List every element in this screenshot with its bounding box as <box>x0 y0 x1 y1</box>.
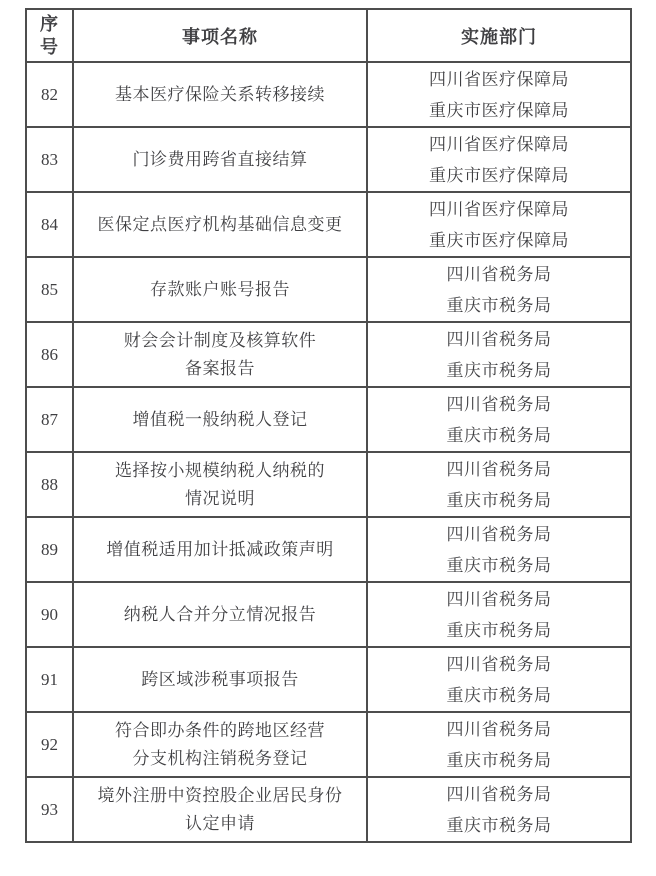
department-cell <box>367 387 631 452</box>
row-number-cell <box>26 192 73 257</box>
item-name-cell <box>73 777 367 842</box>
row-number: 89 <box>41 539 58 559</box>
item-name-line: 财会会计制度及核算软件 <box>123 330 317 350</box>
item-name-cell <box>73 647 367 712</box>
item-name-cell <box>73 62 367 127</box>
column-header-item-name: 事项名称 <box>73 9 367 62</box>
department-cell <box>367 647 631 712</box>
item-name-line: 选择按小规模纳税人纳税的 <box>115 460 325 480</box>
department-line: 重庆市税务局 <box>446 685 552 705</box>
table-row <box>26 387 631 452</box>
department-line: 四川省医疗保障局 <box>429 134 569 154</box>
department-line: 四川省税务局 <box>446 589 552 609</box>
item-name-line: 医保定点医疗机构基础信息变更 <box>97 214 343 234</box>
table-row <box>26 712 631 777</box>
table-row <box>26 192 631 257</box>
department-cell <box>367 322 631 387</box>
item-name-cell <box>73 257 367 322</box>
item-name-line: 纳税人合并分立情况报告 <box>123 604 317 624</box>
department-cell <box>367 712 631 777</box>
item-name-cell <box>73 387 367 452</box>
department-cell <box>367 257 631 322</box>
table-row <box>26 127 631 192</box>
department-line: 四川省税务局 <box>446 719 552 739</box>
department-line: 四川省税务局 <box>446 784 552 804</box>
department-cell <box>367 452 631 517</box>
table-row <box>26 517 631 582</box>
table-row <box>26 777 631 842</box>
department-line: 四川省税务局 <box>446 654 552 674</box>
item-name-cell <box>73 192 367 257</box>
row-number: 87 <box>41 409 58 429</box>
row-number: 92 <box>41 734 58 754</box>
table-row <box>26 322 631 387</box>
department-line: 重庆市医疗保障局 <box>429 230 569 250</box>
department-line: 重庆市医疗保障局 <box>429 165 569 185</box>
row-number-cell <box>26 517 73 582</box>
item-name-line: 境外注册中资控股企业居民身份 <box>97 785 343 805</box>
item-name-line: 认定申请 <box>185 813 255 833</box>
item-name-line: 分支机构注销税务登记 <box>132 748 308 768</box>
table-body <box>26 62 631 842</box>
department-cell <box>367 62 631 127</box>
item-name-cell <box>73 452 367 517</box>
row-number: 88 <box>41 474 58 494</box>
item-name-cell <box>73 582 367 647</box>
column-header-number <box>26 9 73 62</box>
department-line: 重庆市税务局 <box>446 295 552 315</box>
department-line: 重庆市税务局 <box>446 360 552 380</box>
item-name-line: 情况说明 <box>185 488 255 508</box>
department-line: 重庆市税务局 <box>446 750 552 770</box>
item-name-cell <box>73 712 367 777</box>
department-line: 四川省医疗保障局 <box>429 199 569 219</box>
row-number-cell <box>26 582 73 647</box>
row-number: 90 <box>41 604 58 624</box>
row-number: 82 <box>41 84 58 104</box>
row-number-cell <box>26 777 73 842</box>
department-cell <box>367 517 631 582</box>
item-name-line: 存款账户账号报告 <box>150 279 290 299</box>
item-name-cell <box>73 127 367 192</box>
row-number: 91 <box>41 669 58 689</box>
row-number-cell <box>26 127 73 192</box>
row-number-cell <box>26 647 73 712</box>
row-number: 85 <box>41 279 58 299</box>
item-name-line: 门诊费用跨省直接结算 <box>132 149 308 169</box>
department-cell <box>367 127 631 192</box>
department-line: 重庆市医疗保障局 <box>429 100 569 120</box>
department-line: 四川省税务局 <box>446 524 552 544</box>
item-name-line: 基本医疗保险关系转移接续 <box>115 84 325 104</box>
table-row <box>26 582 631 647</box>
department-line: 四川省税务局 <box>446 459 552 479</box>
department-line: 四川省税务局 <box>446 264 552 284</box>
department-line: 四川省医疗保障局 <box>429 69 569 89</box>
department-line: 重庆市税务局 <box>446 490 552 510</box>
column-header-department: 实施部门 <box>367 9 631 62</box>
item-name-cell <box>73 322 367 387</box>
item-name-line: 符合即办条件的跨地区经营 <box>115 720 325 740</box>
row-number-cell <box>26 257 73 322</box>
table-row <box>26 257 631 322</box>
row-number-cell <box>26 452 73 517</box>
department-line: 重庆市税务局 <box>446 555 552 575</box>
row-number: 84 <box>41 214 58 234</box>
department-line: 四川省税务局 <box>446 394 552 414</box>
item-name-line: 增值税适用加计抵减政策声明 <box>106 539 334 559</box>
row-number: 93 <box>41 799 58 819</box>
header-row <box>26 9 631 62</box>
row-number-cell <box>26 387 73 452</box>
table-row <box>26 62 631 127</box>
table-row <box>26 647 631 712</box>
department-line: 重庆市税务局 <box>446 425 552 445</box>
item-name-cell <box>73 517 367 582</box>
items-table <box>25 8 632 843</box>
item-name-line: 跨区域涉税事项报告 <box>141 669 299 689</box>
column-header-number-line1: 序 <box>40 13 59 34</box>
row-number: 83 <box>41 149 58 169</box>
column-header-number-line2: 号 <box>40 36 59 57</box>
department-cell <box>367 192 631 257</box>
department-cell <box>367 777 631 842</box>
row-number-cell <box>26 712 73 777</box>
table-header <box>26 9 631 62</box>
item-name-line: 增值税一般纳税人登记 <box>132 409 308 429</box>
row-number-cell <box>26 62 73 127</box>
item-name-line: 备案报告 <box>185 358 255 378</box>
row-number-cell <box>26 322 73 387</box>
table-row <box>26 452 631 517</box>
department-line: 四川省税务局 <box>446 329 552 349</box>
department-cell <box>367 582 631 647</box>
department-line: 重庆市税务局 <box>446 620 552 640</box>
department-line: 重庆市税务局 <box>446 815 552 835</box>
row-number: 86 <box>41 344 58 364</box>
